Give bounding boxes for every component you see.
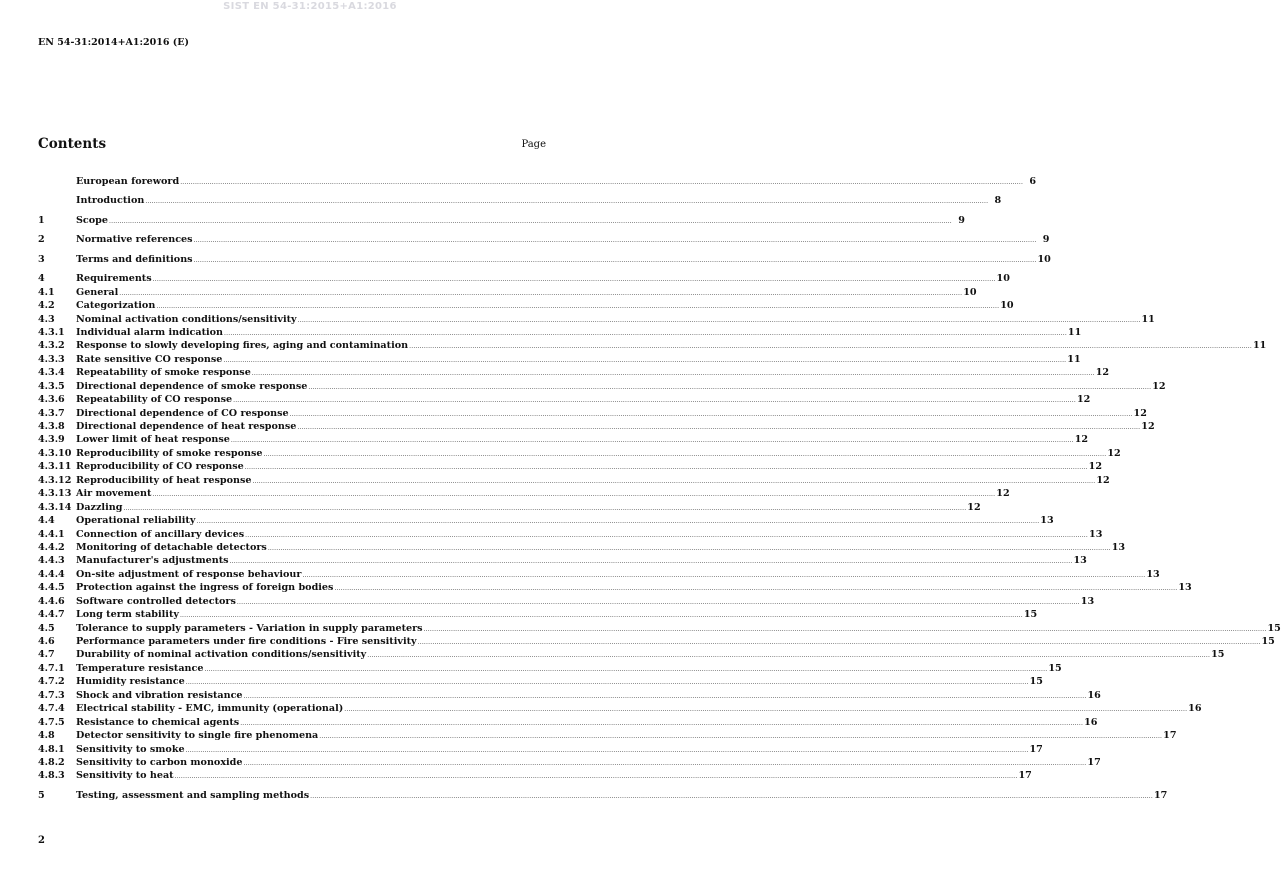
toc-entry-page: 9 — [958, 214, 965, 226]
watermark: SIST EN 54-31:2015+A1:2016 — [223, 1, 397, 12]
toc-entry-page: 12 — [967, 501, 981, 513]
toc-entry[interactable] — [38, 340, 1267, 353]
toc-entry-title: Nominal activation conditions/sensitivity — [76, 313, 297, 325]
toc-entry-page: 13 — [1080, 595, 1095, 607]
toc-entry-number: 4.5 — [38, 622, 55, 634]
toc-entry[interactable] — [38, 286, 977, 300]
toc-entry-number: 4.3.1 — [38, 326, 65, 338]
toc-entry-title: Rate sensitive CO response — [76, 353, 223, 365]
toc-entry-title: Directional dependence of heat response — [76, 421, 297, 432]
toc-entry-title: Terms and definitions — [76, 253, 193, 265]
toc-dot-leader: ................................................................................................................................................................................................................................................................................................................................................................................................................ — [193, 237, 1037, 245]
toc-entry-page: 16 — [1084, 716, 1098, 728]
toc-entry-number: 4.3.11 — [38, 461, 72, 473]
toc-entry[interactable] — [38, 214, 965, 228]
toc-entry[interactable] — [38, 541, 1126, 555]
toc-entry-title: Performance parameters under fire conditions - Fire sensitivity — [76, 636, 417, 647]
toc-dot-leader: ................................................................................................................................................................................................................................................................................................................................................................................................................ — [185, 746, 1029, 754]
toc-dot-leader: ................................................................................................................................................................................................................................................................................................................................................................................................................ — [267, 544, 1111, 552]
toc-entry-number: 4.7.1 — [38, 662, 65, 674]
toc-entry[interactable] — [38, 380, 1166, 394]
toc-entry-title: Durability of nominal activation conditions/sensitivity — [76, 649, 367, 661]
toc-dot-leader: ................................................................................................................................................................................................................................................................................................................................................................................................................ — [236, 598, 1080, 606]
toc-entry[interactable] — [38, 234, 1050, 247]
toc-entry-number: 4.8.2 — [38, 756, 65, 768]
toc-entry-title: Categorization — [76, 300, 156, 312]
toc-entry-number: 4.3 — [38, 313, 55, 325]
toc-entry-page: 8 — [994, 195, 1002, 207]
toc-dot-leader: ................................................................................................................................................................................................................................................................................................................................................................................................................ — [119, 289, 963, 297]
toc-entry-title: Individual alarm indication — [76, 326, 224, 338]
toc-entry-number: 1 — [38, 214, 45, 226]
toc-dot-leader: ................................................................................................................................................................................................................................................................................................................................................................................................................ — [145, 198, 989, 206]
toc-entry-page: 13 — [1073, 555, 1087, 567]
toc-entry-number: 4.4.3 — [38, 555, 65, 567]
toc-entry-title: Connection of ancillary devices — [76, 528, 245, 540]
toc-entry-page: 10 — [1000, 300, 1014, 312]
toc-entry-title: Humidity resistance — [76, 676, 185, 688]
toc-dot-leader: ................................................................................................................................................................................................................................................................................................................................................................................................................ — [223, 356, 1067, 364]
toc-entry-number: 4.4.1 — [38, 528, 65, 540]
toc-entry-title: Manufacturer's adjustments — [76, 555, 229, 567]
toc-entry-title: Sensitivity to smoke — [76, 743, 185, 755]
toc-entry[interactable] — [38, 756, 1101, 770]
toc-dot-leader: ................................................................................................................................................................................................................................................................................................................................................................................................................ — [252, 477, 1096, 485]
toc-entry-page: 15 — [1267, 622, 1281, 634]
toc-entry[interactable] — [38, 716, 1098, 730]
toc-entry-page: 15 — [1023, 609, 1038, 621]
toc-entry[interactable] — [38, 595, 1095, 609]
toc-entry[interactable] — [38, 501, 981, 515]
toc-entry[interactable] — [38, 636, 1275, 649]
page-column-label: Page — [521, 139, 546, 150]
toc-entry-page: 13 — [1089, 528, 1103, 540]
toc-entry[interactable] — [38, 528, 1103, 542]
toc-entry-title: Protection against the ingress of foreign bodies — [76, 582, 334, 594]
toc-dot-leader: ................................................................................................................................................................................................................................................................................................................................................................................................................ — [367, 652, 1211, 660]
toc-entry-title: Tolerance to supply parameters - Variation in supply parameters — [76, 622, 423, 634]
toc-entry-number: 4.8.1 — [38, 743, 65, 755]
toc-entry[interactable] — [38, 730, 1177, 743]
toc-entry[interactable] — [38, 253, 1051, 267]
toc-entry-number: 3 — [38, 253, 45, 265]
toc-entry-page: 12 — [1088, 461, 1102, 473]
toc-entry-number: 4.3.4 — [38, 367, 65, 379]
toc-entry[interactable] — [38, 609, 1038, 622]
toc-entry-page: 12 — [1152, 380, 1166, 392]
toc-dot-leader: ................................................................................................................................................................................................................................................................................................................................................................................................................ — [423, 625, 1267, 633]
toc-entry-title: Directional dependence of smoke response — [76, 380, 308, 392]
toc-entry-number: 4.3.9 — [38, 434, 65, 446]
toc-entry-title: Air movement — [76, 488, 152, 500]
toc-entry-title: European foreword — [76, 176, 180, 187]
toc-entry-number: 4.4 — [38, 515, 55, 527]
toc-entry[interactable] — [38, 689, 1101, 703]
toc-entry-number: 2 — [38, 234, 45, 246]
toc-entry-page: 11 — [1141, 313, 1155, 325]
toc-entry-page: 16 — [1087, 689, 1101, 701]
toc-entry-page: 13 — [1040, 515, 1054, 527]
toc-dot-leader: ................................................................................................................................................................................................................................................................................................................................................................................................................ — [193, 256, 1037, 264]
toc-dot-leader: ................................................................................................................................................................................................................................................................................................................................................................................................................ — [240, 719, 1084, 727]
toc-entry[interactable] — [38, 447, 1121, 461]
toc-entry[interactable] — [38, 676, 1043, 689]
toc-entry[interactable] — [38, 662, 1062, 676]
toc-entry-title: Response to slowly developing fires, aging and contamination — [76, 340, 409, 352]
toc-entry-page: 12 — [1076, 394, 1091, 406]
toc-entry-page: 12 — [1096, 474, 1110, 486]
toc-entry-page: 15 — [1211, 649, 1225, 661]
toc-entry-title: Shock and vibration resistance — [76, 689, 243, 701]
toc-dot-leader: ................................................................................................................................................................................................................................................................................................................................................................................................................ — [233, 397, 1076, 405]
toc-entry-title: Scope — [76, 214, 108, 226]
toc-entry-number: 4.3.14 — [38, 501, 72, 513]
toc-entry-number: 4.2 — [38, 300, 55, 312]
toc-entry-page: 17 — [1154, 789, 1168, 801]
toc-entry[interactable] — [38, 789, 1168, 803]
toc-dot-leader: ................................................................................................................................................................................................................................................................................................................................................................................................................ — [196, 518, 1040, 526]
toc-entry-title: Repeatability of CO response — [76, 394, 233, 406]
toc-entry[interactable] — [38, 622, 1281, 636]
toc-entry-number: 4.3.5 — [38, 380, 65, 392]
toc-entry[interactable] — [38, 555, 1087, 568]
toc-entry-title: Requirements — [76, 273, 152, 285]
toc-entry[interactable] — [38, 313, 1155, 327]
toc-entry-title: Resistance to chemical agents — [76, 716, 240, 728]
toc-entry-title: Operational reliability — [76, 515, 196, 527]
toc-entry-number: 4.7.2 — [38, 676, 65, 688]
toc-entry[interactable] — [38, 474, 1110, 488]
toc-dot-leader: ................................................................................................................................................................................................................................................................................................................................................................................................................ — [319, 733, 1163, 741]
page-number: 2 — [38, 835, 45, 846]
toc-entry-title: Long term stability — [76, 609, 179, 621]
toc-entry-number: 4.4.7 — [38, 609, 65, 621]
toc-entry-page: 13 — [1111, 541, 1126, 553]
toc-entry-title: Normative references — [76, 234, 193, 246]
toc-entry-title: Repeatability of smoke response — [76, 367, 251, 379]
toc-entry-number: 4.4.5 — [38, 582, 65, 594]
toc-entry-number: 4.6 — [38, 636, 55, 647]
toc-dot-leader: ................................................................................................................................................................................................................................................................................................................................................................................................................ — [243, 759, 1087, 767]
toc-dot-leader: ................................................................................................................................................................................................................................................................................................................................................................................................................ — [179, 612, 1023, 620]
toc-dot-leader: ................................................................................................................................................................................................................................................................................................................................................................................................................ — [297, 424, 1141, 431]
toc-dot-leader: ................................................................................................................................................................................................................................................................................................................................................................................................................ — [152, 276, 996, 284]
toc-entry-title: Software controlled detectors — [76, 595, 236, 607]
toc-entry[interactable] — [38, 488, 1010, 501]
toc-dot-leader: ................................................................................................................................................................................................................................................................................................................................................................................................................ — [243, 692, 1087, 700]
toc-entry-page: 17 — [1087, 756, 1101, 768]
toc-dot-leader: ................................................................................................................................................................................................................................................................................................................................................................................................................ — [180, 179, 1024, 186]
toc-dot-leader: ................................................................................................................................................................................................................................................................................................................................................................................................................ — [334, 585, 1178, 593]
toc-dot-leader: ................................................................................................................................................................................................................................................................................................................................................................................................................ — [302, 571, 1146, 579]
toc-entry-title: Monitoring of detachable detectors — [76, 541, 267, 553]
toc-entry-number: 4 — [38, 273, 45, 285]
toc-entry-number: 4.7.3 — [38, 689, 65, 701]
toc-dot-leader: ................................................................................................................................................................................................................................................................................................................................................................................................................ — [245, 531, 1089, 539]
toc-entry-number: 4.3.13 — [38, 488, 72, 500]
toc-dot-leader: ................................................................................................................................................................................................................................................................................................................................................................................................................ — [251, 370, 1095, 378]
table-of-contents — [38, 176, 1281, 803]
toc-entry[interactable] — [38, 434, 1089, 447]
toc-entry[interactable] — [38, 703, 1202, 716]
toc-entry-page: 17 — [1029, 743, 1043, 755]
toc-entry[interactable] — [38, 176, 1037, 189]
toc-entry-title: General — [76, 286, 119, 298]
toc-entry-page: 10 — [963, 286, 977, 298]
toc-entry-page: 12 — [1107, 447, 1121, 459]
toc-entry-page: 13 — [1178, 582, 1192, 594]
toc-entry-number: 4.3.12 — [38, 474, 72, 486]
toc-dot-leader: ................................................................................................................................................................................................................................................................................................................................................................................................................ — [297, 316, 1141, 324]
toc-entry-page: 10 — [996, 273, 1010, 285]
toc-entry-page: 17 — [1018, 770, 1032, 782]
toc-entry-page: 15 — [1029, 676, 1043, 688]
toc-entry-title: Reproducibility of smoke response — [76, 447, 263, 459]
toc-entry-page: 9 — [1042, 234, 1050, 246]
toc-entry-page: 12 — [1074, 434, 1089, 446]
toc-dot-leader: ................................................................................................................................................................................................................................................................................................................................................................................................................ — [310, 792, 1153, 800]
toc-entry-page: 15 — [1048, 662, 1062, 674]
toc-entry-number: 4.1 — [38, 286, 55, 298]
toc-entry-number: 4.7.4 — [38, 703, 65, 715]
toc-dot-leader: ................................................................................................................................................................................................................................................................................................................................................................................................................ — [156, 303, 1000, 311]
toc-entry-number: 4.4.4 — [38, 568, 65, 580]
toc-entry[interactable] — [38, 770, 1032, 783]
toc-entry[interactable] — [38, 568, 1160, 582]
toc-entry-page: 12 — [1141, 421, 1155, 432]
toc-entry[interactable] — [38, 743, 1043, 757]
toc-entry[interactable] — [38, 394, 1091, 407]
toc-entry[interactable] — [38, 353, 1081, 367]
toc-dot-leader: ................................................................................................................................................................................................................................................................................................................................................................................................................ — [409, 343, 1252, 351]
toc-entry-page: 11 — [1067, 326, 1082, 338]
toc-entry-title: Reproducibility of heat response — [76, 474, 252, 486]
toc-entry-page: 11 — [1253, 340, 1267, 352]
toc-entry-number: 4.3.6 — [38, 394, 65, 406]
toc-entry[interactable] — [38, 421, 1155, 434]
toc-dot-leader: ................................................................................................................................................................................................................................................................................................................................................................................................................ — [174, 773, 1018, 781]
toc-entry-number: 4.3.10 — [38, 447, 72, 459]
toc-dot-leader: ................................................................................................................................................................................................................................................................................................................................................................................................................ — [289, 410, 1133, 418]
toc-dot-leader: ................................................................................................................................................................................................................................................................................................................................................................................................................ — [417, 639, 1261, 646]
toc-entry-page: 17 — [1163, 730, 1177, 742]
toc-dot-leader: ................................................................................................................................................................................................................................................................................................................................................................................................................ — [152, 491, 996, 499]
toc-entry-title: Testing, assessment and sampling methods — [76, 789, 310, 801]
toc-entry-title: On-site adjustment of response behaviour — [76, 568, 302, 580]
toc-entry-number: 4.8 — [38, 730, 55, 742]
toc-entry-number: 4.4.6 — [38, 595, 65, 607]
toc-dot-leader: ................................................................................................................................................................................................................................................................................................................................................................................................................ — [344, 706, 1188, 714]
toc-entry[interactable] — [38, 326, 1082, 340]
toc-dot-leader: ................................................................................................................................................................................................................................................................................................................................................................................................................ — [308, 383, 1152, 391]
toc-entry-page: 12 — [1133, 407, 1147, 419]
toc-entry-number: 4.3.2 — [38, 340, 65, 352]
toc-entry[interactable] — [38, 407, 1147, 421]
toc-entry[interactable] — [38, 273, 1010, 286]
toc-entry-number: 5 — [38, 789, 45, 801]
toc-entry-title: Introduction — [76, 195, 145, 207]
toc-dot-leader: ................................................................................................................................................................................................................................................................................................................................................................................................................ — [204, 665, 1048, 673]
toc-entry-title: Reproducibility of CO response — [76, 461, 244, 473]
toc-entry-number: 4.7.5 — [38, 716, 65, 728]
toc-entry-number: 4.3.7 — [38, 407, 65, 419]
toc-entry[interactable] — [38, 461, 1102, 474]
toc-entry[interactable] — [38, 300, 1014, 313]
toc-entry-number: 4.7 — [38, 649, 55, 661]
toc-entry[interactable] — [38, 367, 1110, 380]
toc-dot-leader: ................................................................................................................................................................................................................................................................................................................................................................................................................ — [224, 329, 1067, 337]
toc-entry-title: Sensitivity to carbon monoxide — [76, 756, 243, 768]
toc-entry-page: 10 — [1037, 253, 1051, 265]
toc-entry-title: Detector sensitivity to single fire phenomena — [76, 730, 319, 742]
toc-entry-title: Directional dependence of CO response — [76, 407, 289, 419]
toc-entry-number: 4.3.3 — [38, 353, 65, 365]
toc-entry-page: 12 — [1095, 367, 1110, 379]
toc-entry-title: Electrical stability - EMC, immunity (operational) — [76, 703, 344, 715]
document-code: EN 54-31:2014+A1:2016 (E) — [38, 37, 189, 48]
toc-entry-page: 12 — [996, 488, 1010, 500]
toc-entry-number: 4.8.3 — [38, 770, 65, 782]
toc-entry-number: 4.4.2 — [38, 541, 65, 553]
toc-entry-page: 13 — [1146, 568, 1160, 580]
toc-dot-leader: ................................................................................................................................................................................................................................................................................................................................................................................................................ — [123, 504, 967, 512]
toc-entry-title: Lower limit of heat response — [76, 434, 230, 446]
toc-entry-title: Dazzling — [76, 501, 123, 513]
toc-entry-title: Temperature resistance — [76, 662, 204, 674]
toc-dot-leader: ................................................................................................................................................................................................................................................................................................................................................................................................................ — [230, 437, 1074, 445]
toc-entry[interactable] — [38, 582, 1192, 595]
toc-dot-leader: ................................................................................................................................................................................................................................................................................................................................................................................................................ — [185, 679, 1029, 687]
toc-entry-page: 6 — [1029, 176, 1037, 187]
toc-entry-title: Sensitivity to heat — [76, 770, 174, 782]
page-title: Contents — [38, 136, 107, 152]
toc-dot-leader: ................................................................................................................................................................................................................................................................................................................................................................................................................ — [263, 450, 1107, 458]
toc-dot-leader: ................................................................................................................................................................................................................................................................................................................................................................................................................ — [244, 464, 1088, 472]
toc-entry-number: 4.3.8 — [38, 421, 65, 432]
toc-entry-page: 15 — [1261, 636, 1275, 647]
toc-dot-leader: ................................................................................................................................................................................................................................................................................................................................................................................................................ — [108, 217, 952, 225]
toc-entry-page: 16 — [1188, 703, 1202, 715]
toc-entry[interactable] — [38, 195, 1002, 208]
toc-dot-leader: ................................................................................................................................................................................................................................................................................................................................................................................................................ — [229, 558, 1073, 566]
toc-entry[interactable] — [38, 515, 1054, 528]
toc-entry[interactable] — [38, 649, 1225, 662]
toc-entry-page: 11 — [1067, 353, 1081, 365]
